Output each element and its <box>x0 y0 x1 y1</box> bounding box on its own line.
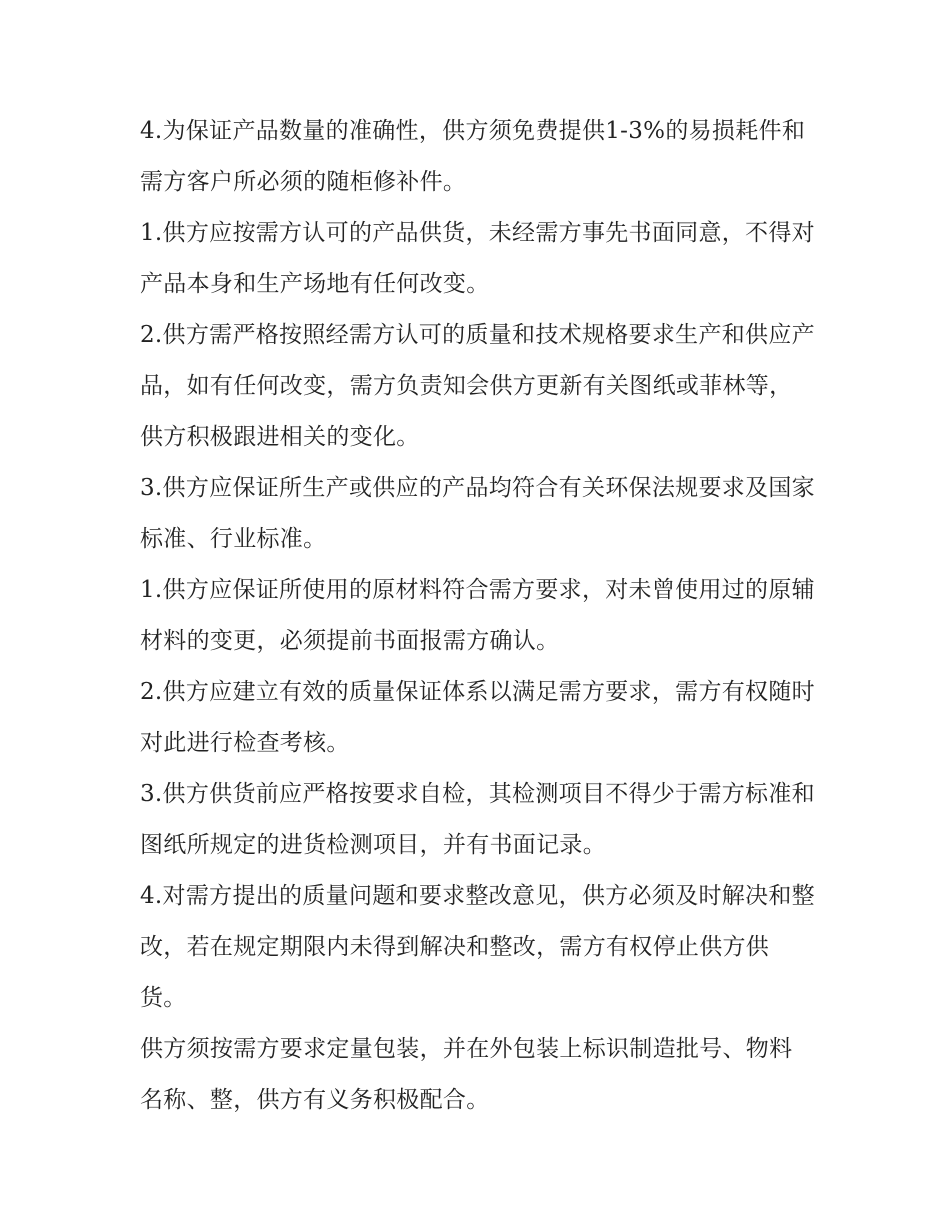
paragraph-quantity-accuracy: 4.为保证产品数量的准确性，供方须免费提供1-3%的易损耗件和需方客户所必须的随柜修补件。 <box>140 118 806 195</box>
paragraph-approved-products: 1.供方应按需方认可的产品供货，未经需方事先书面同意，不得对产品本身和生产场地有任何改变。 <box>140 220 815 297</box>
paragraph-packaging: 供方须按需方要求定量包装，并在外包装上标识制造批号、物料名称、整，供方有义务积极配合。 <box>140 1036 793 1113</box>
paragraph-quality-system: 2.供方应建立有效的质量保证体系以满足需方要求，需方有权随时对此进行检查考核。 <box>140 679 815 756</box>
paragraph-quality-specs: 2.供方需严格按照经需方认可的质量和技术规格要求生产和供应产品，如有任何改变，需方负责知会供方更新有关图纸或菲林等，供方积极跟进相关的变化。 <box>140 322 815 450</box>
paragraph-raw-materials: 1.供方应保证所使用的原材料符合需方要求，对未曾使用过的原辅材料的变更，必须提前书面报需方确认。 <box>140 577 815 654</box>
paragraph-environmental-standards: 3.供方应保证所生产或供应的产品均符合有关环保法规要求及国家标准、行业标准。 <box>140 475 815 552</box>
paragraph-self-inspection: 3.供方供货前应严格按要求自检，其检测项目不得少于需方标准和图纸所规定的进货检测项目，并有书面记录。 <box>140 781 815 858</box>
document-body <box>140 106 815 1126</box>
paragraph-rectification: 4.对需方提出的质量问题和要求整改意见，供方必须及时解决和整改，若在规定期限内未得到解决和整改，需方有权停止供方供货。 <box>140 883 815 1011</box>
